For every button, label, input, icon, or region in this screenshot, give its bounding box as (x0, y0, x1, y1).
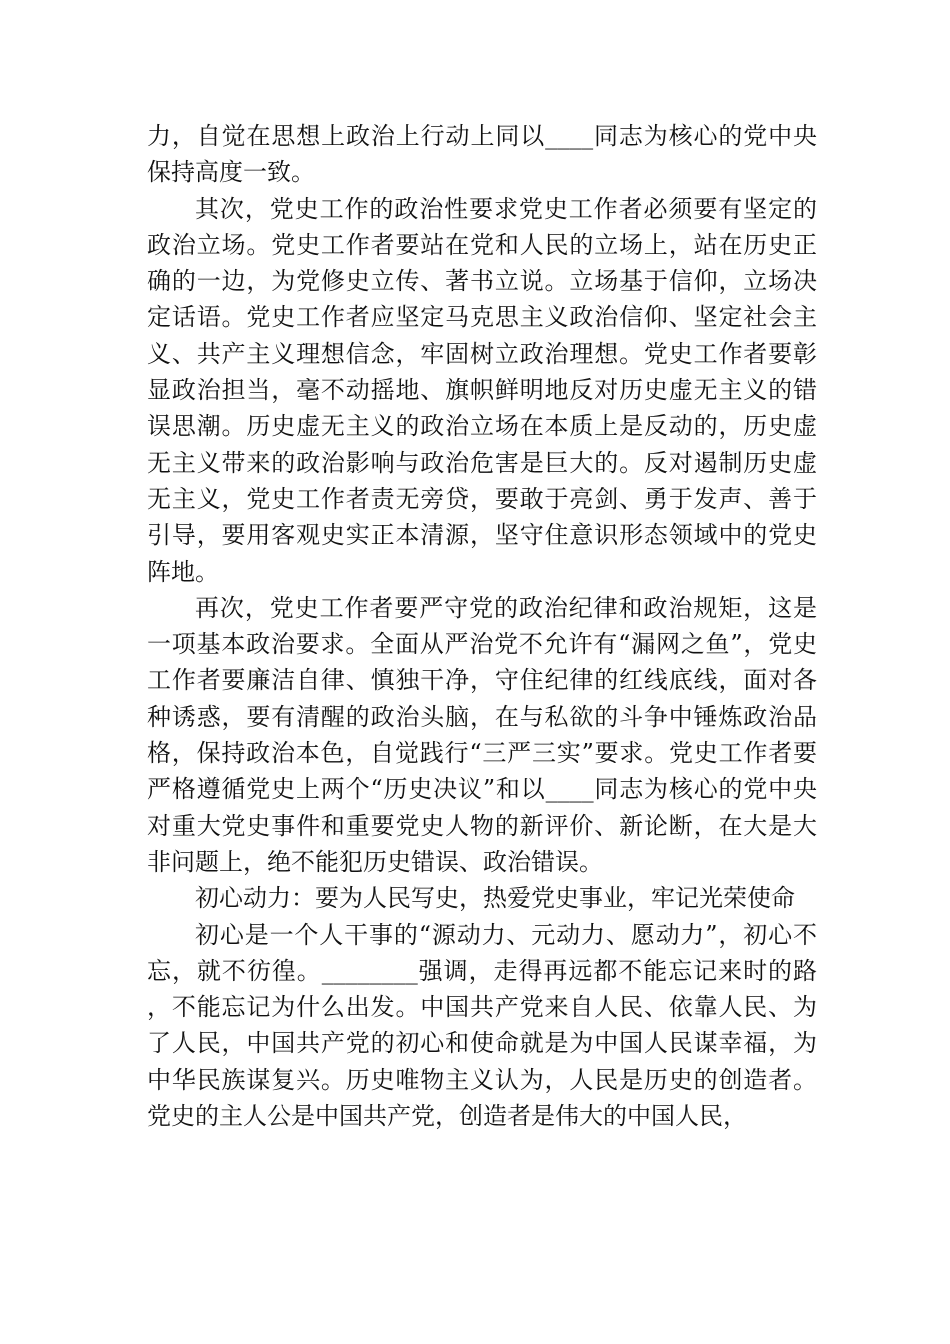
document-body (147, 118, 817, 1134)
paragraph-political-discipline: 再次，党史工作者要严守党的政治纪律和政治规矩，这是一项基本政治要求。全面从严治党不允许有“漏网之鱼”，党史工作者要廉洁自律、慎独干净，守住纪律的红线底线，面对各种诱惑，要有清醒的政治头脑，在与私欲的斗争中锤炼政治品格，保持政治本色，自觉践行“三严三实”要求。党史工作者要严格遵循党史上两个“历史决议”和以____同志为核心的党中央对重大党史事件和重要党史人物的新评价、新论断，在大是大非问题上，绝不能犯历史错误、政治错误。 (147, 593, 817, 876)
paragraph-original-aspiration: 初心是一个人干事的“源动力、元动力、愿动力”，初心不忘，就不彷徨。________强调，走得再远都不能忘记来时的路，不能忘记为什么出发。中国共产党来自人民、依靠人民、为了人民，中国共产党的初心和使命就是为中国人民谋幸福，为中华民族谋复兴。历史唯物主义认为，人民是历史的创造者。党史的主人公是中国共产党，创造者是伟大的中国人民， (147, 920, 817, 1131)
section-heading: 初心动力：要为人民写史，热爱党史事业，牢记光荣使命 (195, 884, 795, 913)
paragraph-continuation: 力，自觉在思想上政治上行动上同以____同志为核心的党中央保持高度一致。 (147, 122, 817, 187)
paragraph-political-stance: 其次，党史工作的政治性要求党史工作者必须要有坚定的政治立场。党史工作者要站在党和人民的立场上，站在历史正确的一边，为党修史立传、著书立说。立场基于信仰，立场决定话语。党史工作者应坚定马克思主义政治信仰、坚定社会主义、共产主义理想信念，牢固树立政治理想。党史工作者要彰显政治担当，毫不动摇地、旗帜鲜明地反对历史虚无主义的错误思潮。历史虚无主义的政治立场在本质上是反动的，历史虚无主义带来的政治影响与政治危害是巨大的。反对遏制历史虚无主义，党史工作者责无旁贷，要敢于亮剑、勇于发声、善于引导，要用客观史实正本清源，坚守住意识形态领域中的党史阵地。 (147, 194, 817, 586)
